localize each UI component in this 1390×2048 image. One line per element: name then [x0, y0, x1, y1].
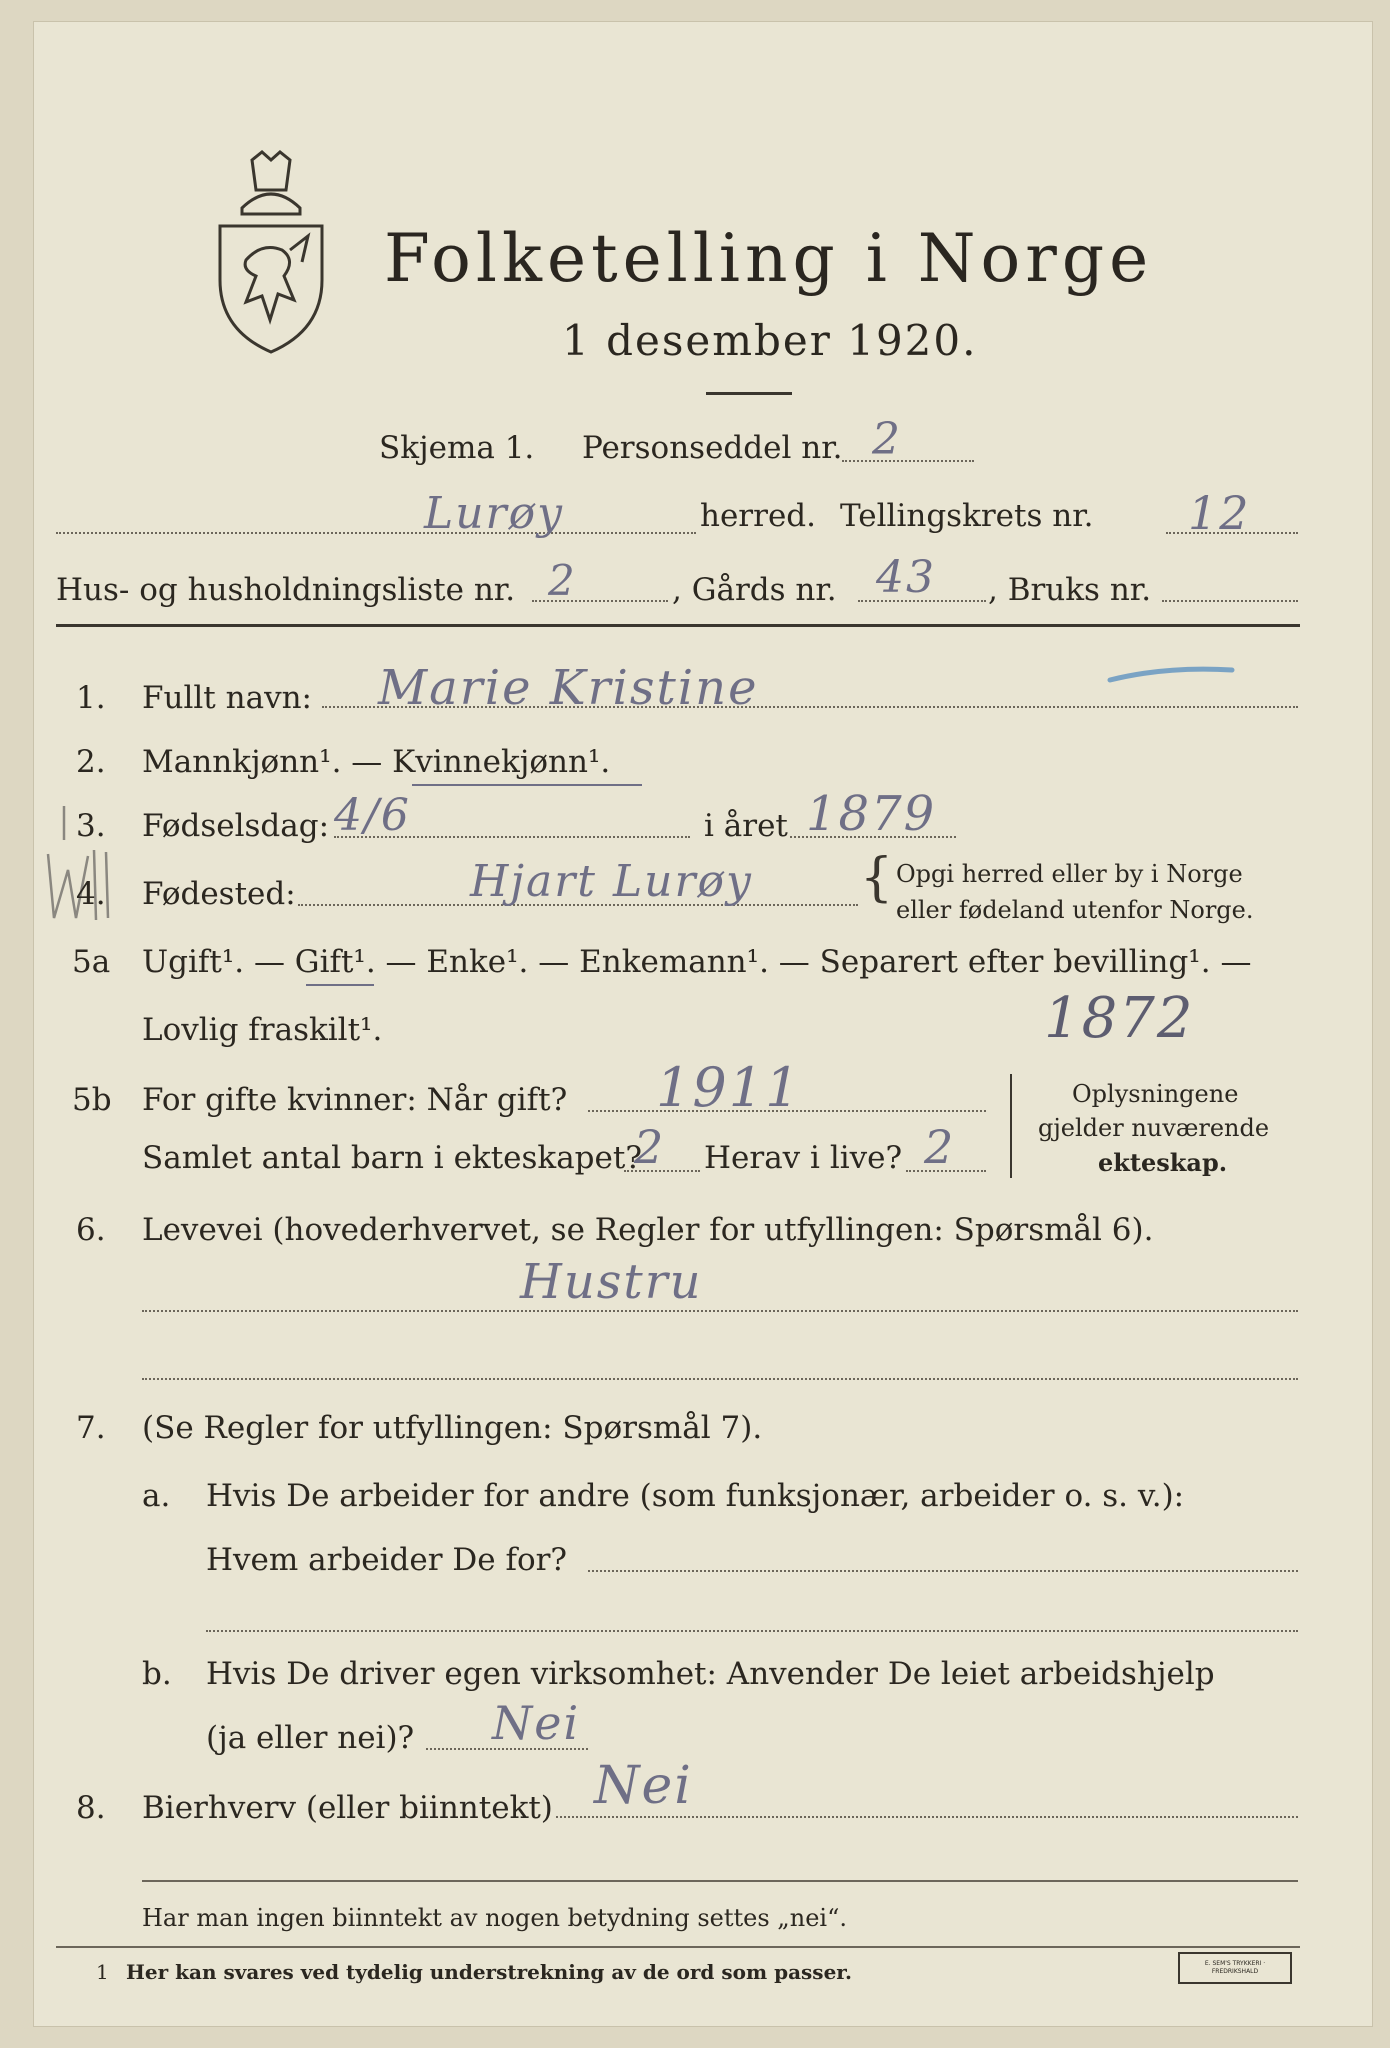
- birthplace-note-line2: eller fødeland utenfor Norge.: [896, 896, 1254, 924]
- side-income-value: Nei: [594, 1756, 693, 1816]
- q5b-label: For gifte kvinner: Når gift?: [142, 1082, 568, 1118]
- hus-number: 2: [548, 556, 577, 605]
- q6-line-2: [142, 1378, 1298, 1380]
- bruks-line: [1162, 600, 1298, 602]
- person-line: [842, 460, 974, 462]
- q7b-letter: b.: [142, 1656, 172, 1692]
- footnote-divider: [56, 1946, 1300, 1948]
- married-year-value: 1911: [656, 1056, 802, 1119]
- herred-label: herred.: [700, 498, 816, 534]
- footnote-text: Her kan svares ved tydelig understrekning av de ord som passer.: [126, 1960, 852, 1984]
- q5a-label-2: Lovlig fraskilt¹.: [142, 1012, 383, 1048]
- q6-label: Levevei (hovederhvervet, se Regler for utfyllingen: Spørsmål 6).: [142, 1212, 1154, 1248]
- footer-note: Har man ingen biinntekt av nogen betydning settes „nei“.: [142, 1904, 847, 1932]
- coat-of-arms-icon: [212, 150, 330, 356]
- printer-mark-text: E. SEM'S TRYKKERI · FREDRIKSHALD: [1204, 1960, 1266, 1975]
- birthplace-note-brace: {: [860, 848, 894, 908]
- gift-underline: [306, 984, 374, 986]
- q1-label: Fullt navn:: [142, 680, 312, 716]
- margin-pencil-mark-icon: [34, 800, 134, 940]
- q2-number: 2.: [76, 744, 106, 780]
- birthplace-value: Hjart Lurøy: [470, 856, 753, 907]
- q7-number: 7.: [76, 1410, 106, 1446]
- q4-label: Fødested:: [142, 876, 296, 912]
- form-title: Folketelling i Norge: [384, 220, 1154, 297]
- q5b-children-label: Samlet antal barn i ekteskapet?: [142, 1140, 642, 1176]
- bruks-label: , Bruks nr.: [988, 572, 1152, 608]
- q5b-alive-label: Herav i live?: [704, 1140, 903, 1176]
- q3-year-label: i året: [704, 808, 788, 844]
- herred-value: Lurøy: [424, 488, 564, 539]
- tellingskrets-number: 12: [1188, 486, 1251, 540]
- q7-label: (Se Regler for utfyllingen: Spørsmål 7).: [142, 1410, 763, 1446]
- q7b-label: Hvis De driver egen virksomhet: Anvender De leiet arbeidshjelp: [206, 1656, 1215, 1692]
- occupation-value: Hustru: [520, 1254, 703, 1310]
- q3-number: 3.: [76, 808, 106, 844]
- footnote-mark: 1: [96, 1960, 109, 1984]
- birth-day-value: 4/6: [334, 790, 411, 841]
- marital-year-value: 1872: [1044, 986, 1195, 1051]
- footer-divider: [142, 1880, 1298, 1882]
- q4-number: 4.: [76, 876, 106, 912]
- person-number: 2: [872, 414, 902, 465]
- hus-label: Hus- og husholdningsliste nr.: [56, 572, 516, 608]
- q8-number: 8.: [76, 1790, 106, 1826]
- q7a-label-2: Hvem arbeider De for?: [206, 1542, 568, 1578]
- gards-label: , Gårds nr.: [672, 572, 837, 608]
- schema-label: Skjema 1.: [379, 430, 535, 466]
- q5a-number: 5a: [72, 944, 111, 980]
- tellingskrets-label: Tellingskrets nr.: [840, 498, 1094, 534]
- census-date: 1 desember 1920.: [562, 316, 978, 365]
- q1-number: 1.: [76, 680, 106, 716]
- q6-line-1: [142, 1310, 1298, 1312]
- q5b-note-line3: ekteskap.: [1098, 1148, 1228, 1177]
- q7a-line-2: [206, 1630, 1298, 1632]
- q5b-note-line1: Oplysningene: [1072, 1080, 1239, 1108]
- printer-mark: [1178, 1952, 1292, 1984]
- birth-year-value: 1879: [806, 786, 937, 842]
- q7a-letter: a.: [142, 1478, 171, 1514]
- children-count-value: 2: [634, 1120, 666, 1174]
- header-divider: [56, 624, 1300, 627]
- q7a-label: Hvis De arbeider for andre (som funksjonær, arbeider o. s. v.):: [206, 1478, 1185, 1514]
- q5b-note-bracket: [1010, 1074, 1012, 1178]
- q7b-label-2: (ja eller nei)?: [206, 1720, 415, 1756]
- q8-line: [556, 1816, 1298, 1818]
- hired-help-value: Nei: [492, 1696, 581, 1750]
- person-label: Personseddel nr.: [582, 430, 843, 466]
- full-name-value: Marie Kristine: [378, 660, 759, 716]
- q2-label: Mannkjønn¹. — Kvinnekjønn¹.: [142, 744, 611, 780]
- gards-number: 43: [876, 552, 936, 603]
- blue-pencil-mark-icon: [1106, 662, 1236, 686]
- q5a-label: Ugift¹. — Gift¹. — Enke¹. — Enkemann¹. — Separert efter bevilling¹. —: [142, 944, 1252, 980]
- q7a-line-1: [588, 1570, 1298, 1572]
- q3-label: Fødselsdag:: [142, 808, 330, 844]
- q5b-note-line2: gjelder nuværende: [1038, 1114, 1270, 1142]
- herred-line: [56, 532, 696, 534]
- kvinnekjonn-underline: [412, 784, 642, 786]
- birthplace-note-line1: Opgi herred eller by i Norge: [896, 860, 1243, 888]
- q6-number: 6.: [76, 1212, 106, 1248]
- children-alive-value: 2: [924, 1120, 956, 1174]
- q5b-number: 5b: [72, 1082, 112, 1118]
- q8-label: Bierhverv (eller biinntekt): [142, 1790, 553, 1826]
- title-divider: [706, 392, 792, 395]
